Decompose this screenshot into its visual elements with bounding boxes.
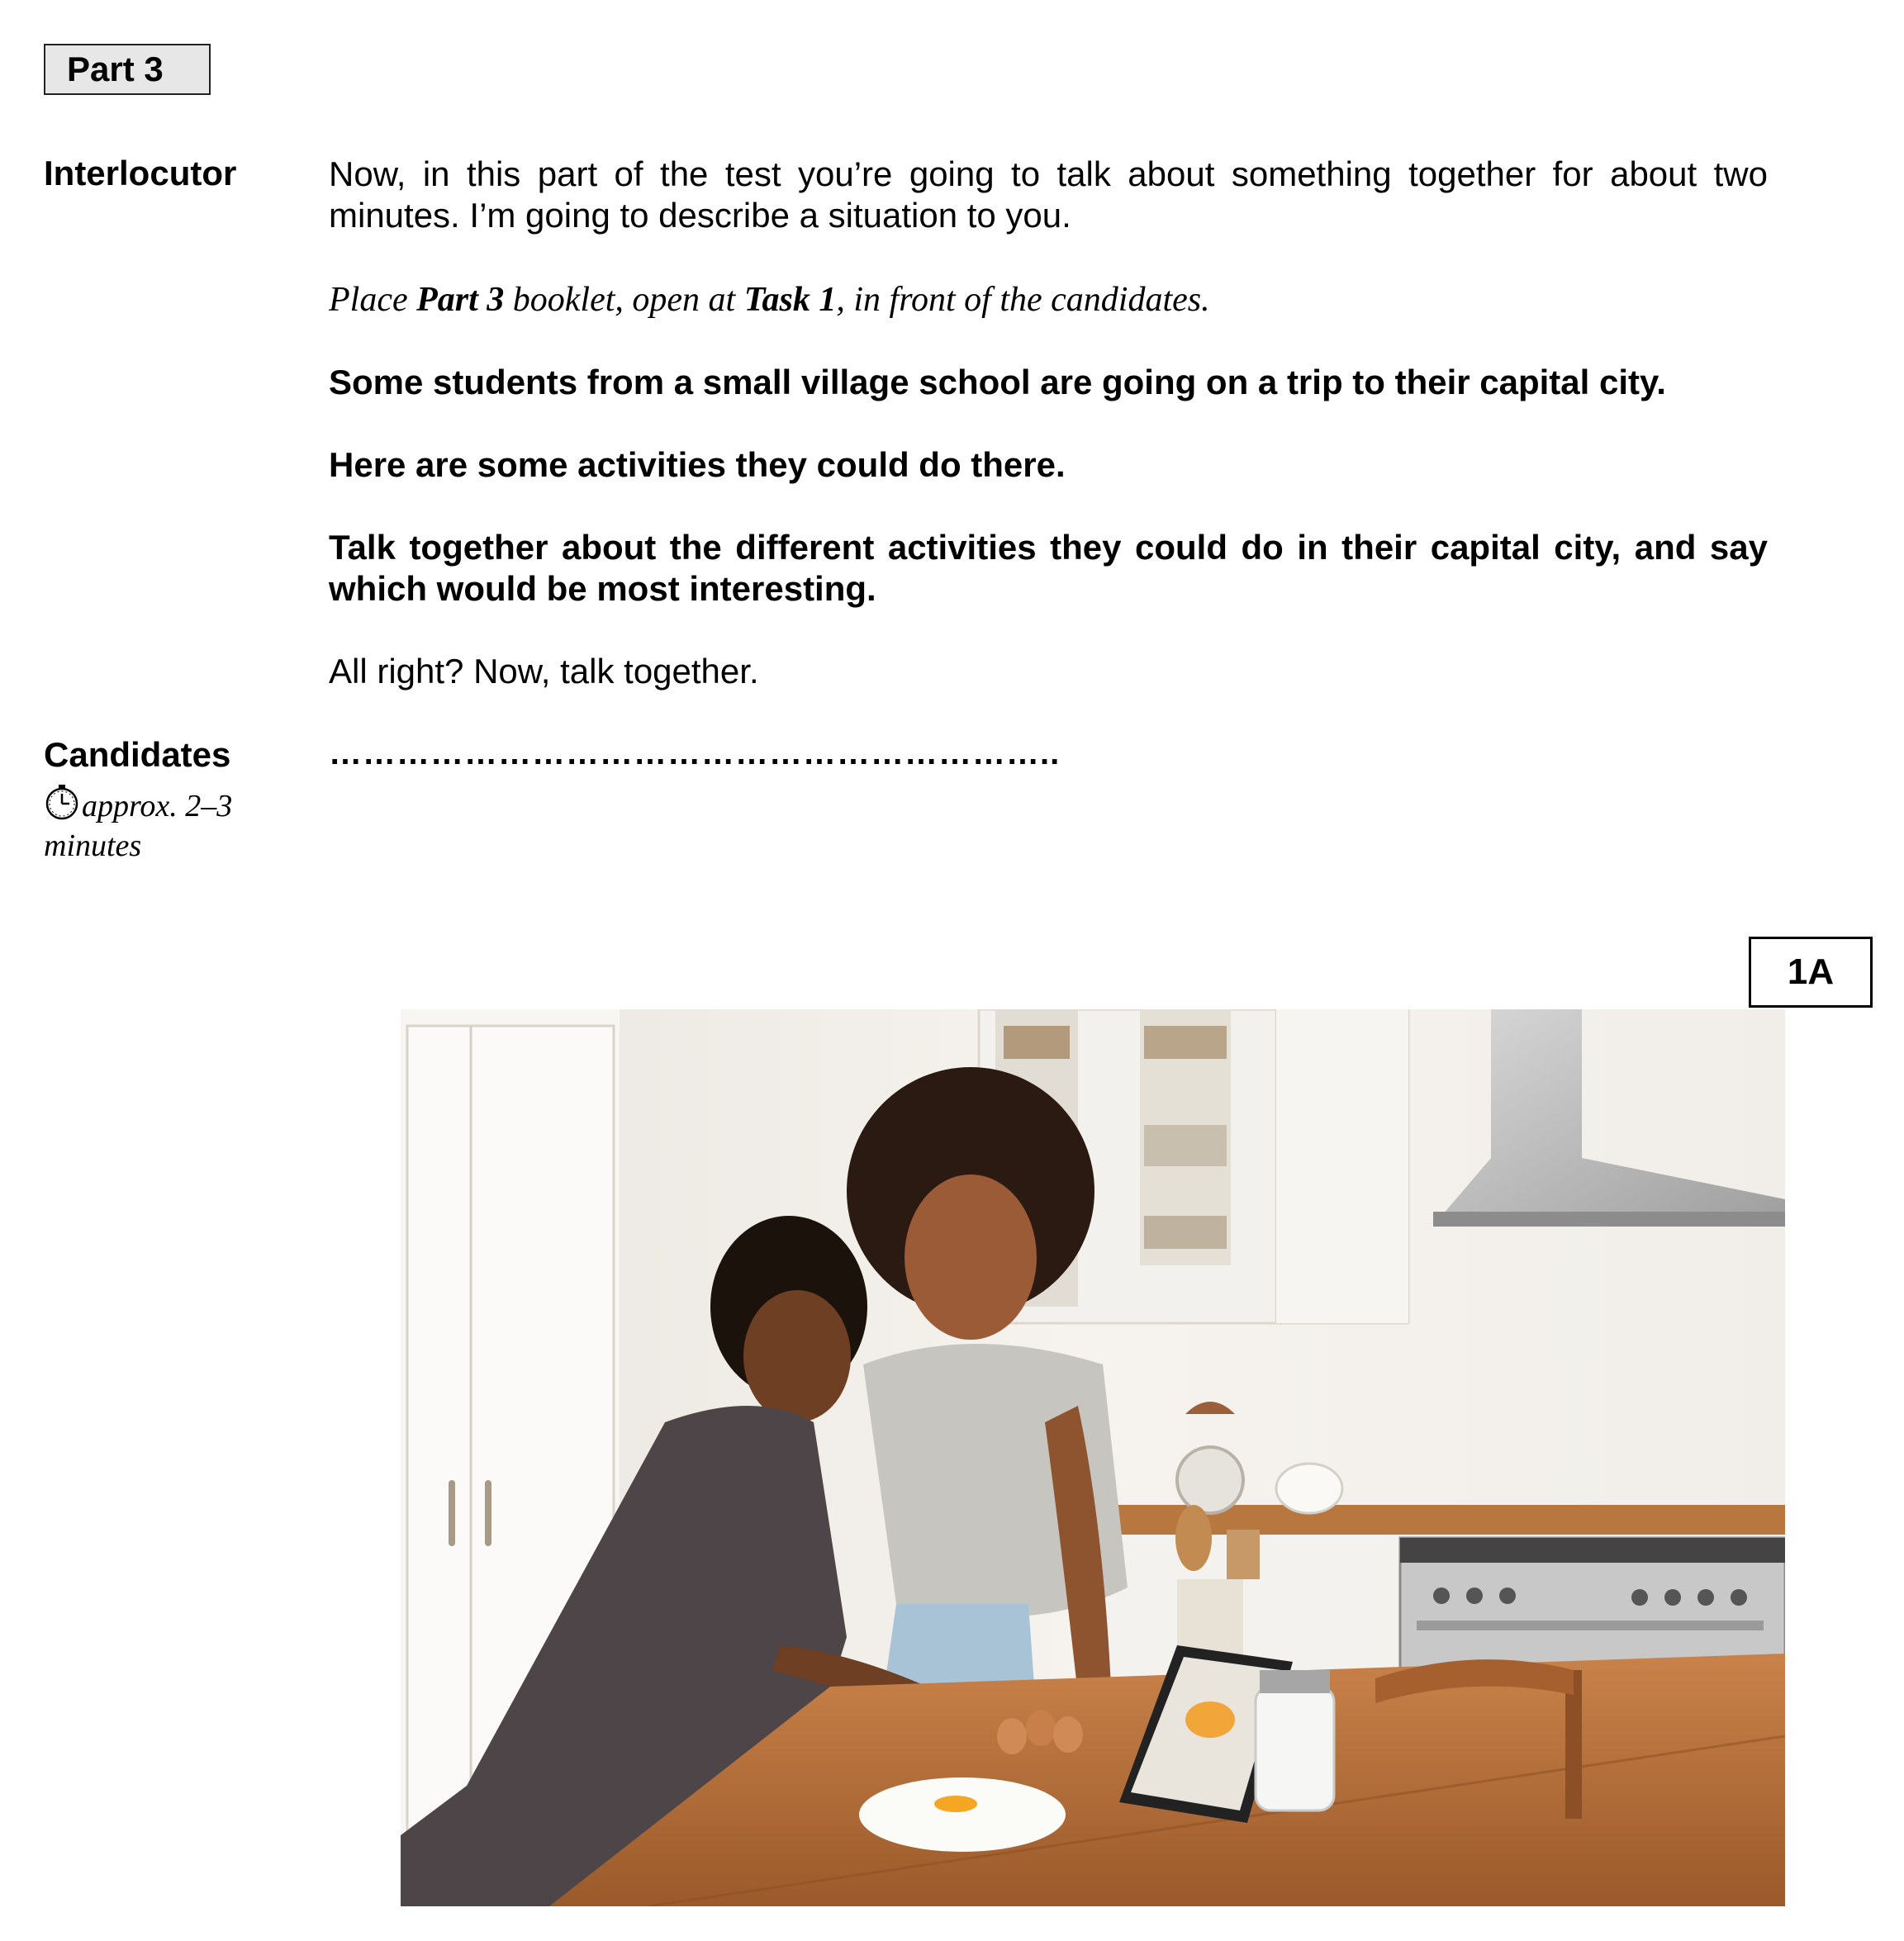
part-heading: Part 3 — [44, 44, 211, 95]
instruction-text-2: booklet, open at — [512, 281, 736, 319]
timing-text: approx. 2–3 minutes — [44, 789, 233, 863]
examiner-instruction — [329, 279, 1768, 320]
task-text: Talk together about the different activities they could do in their capital city, and say which would be most interesting. — [329, 528, 1768, 608]
instruction-part-ref: Part 3 — [416, 281, 505, 319]
instruction-task-ref: Task 1 — [743, 281, 837, 319]
candidates-response-dots: ……………………………………………………….. — [329, 735, 1061, 771]
candidates-label: Candidates — [44, 735, 231, 774]
instruction-text-1: Place — [329, 281, 408, 319]
activities-text: Here are some activities they could do there. — [329, 445, 1066, 484]
timing-note — [44, 783, 267, 866]
stopwatch-icon — [44, 783, 80, 821]
prompt-text: All right? Now, talk together. — [329, 652, 759, 691]
situation-text: Some students from a small village school are going on a trip to their capital city. — [329, 363, 1666, 401]
kitchen-baking-photo — [401, 1009, 1785, 1906]
instruction-text-3: , in front of the candidates. — [836, 281, 1210, 319]
interlocutor-intro: Now, in this part of the test you’re going to talk about something together for about two minutes. I’m going to describe a situation to you. — [329, 154, 1768, 235]
task-label-box: 1A — [1749, 937, 1873, 1008]
interlocutor-label: Interlocutor — [44, 154, 237, 192]
